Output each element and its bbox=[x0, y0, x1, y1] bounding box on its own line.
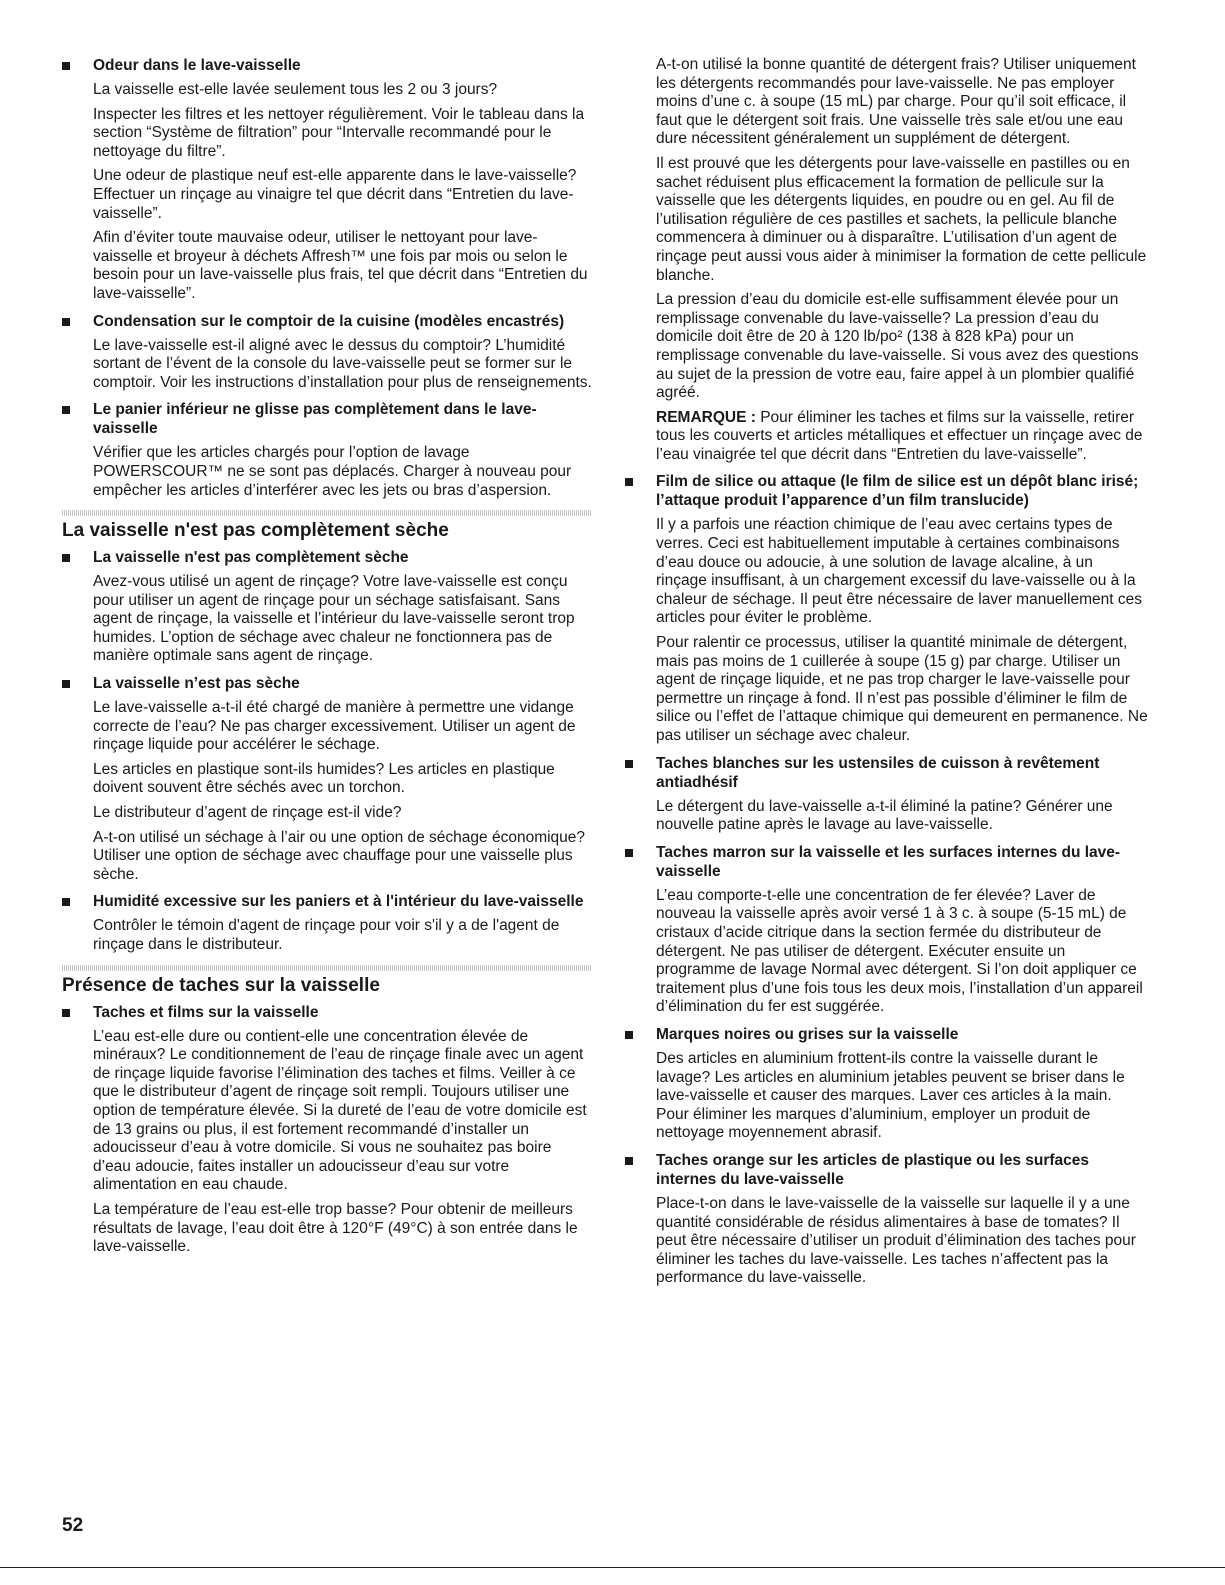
item-title: Taches marron sur la vaisselle et les surfaces internes du lave-vaisselle bbox=[656, 843, 1121, 880]
paragraph: Le lave-vaisselle est-il aligné avec le dessus du comptoir? L’humidité sortant de l’évent de la console du lave-vaisselle peut se former sur le comptoir. Voir les instructions d’installation pour plus de renseignements. bbox=[93, 336, 592, 391]
troubleshooting-item bbox=[625, 1151, 1148, 1288]
paragraph: Place-t-on dans le lave-vaisselle de la vaisselle sur laquelle il y a une quantité considérable de résidus alimentaires à base de tomates? Il peut être nécessaire d’utiliser un produit d’élimination des taches pour éliminer les taches du lave-vaisselle. Les taches n’affectent pas la performance du lave-vaisselle. bbox=[656, 1194, 1136, 1287]
troubleshooting-item bbox=[62, 892, 592, 954]
troubleshooting-item bbox=[62, 56, 592, 304]
item-title: Taches blanches sur les ustensiles de cuisson à revêtement antiadhésif bbox=[656, 754, 1100, 791]
paragraph: L’eau comporte-t-elle une concentration de fer élevée? Laver de nouveau la vaisselle après avoir versé 1 à 3 c. à soupe (5-15 mL) de cristaux d’acide citrique dans la section fermée du distributeur de détergent. Ne pas utiliser de détergent. Exécuter ensuite un programme de lavage Normal avec détergent. Si l’on doit appliquer ce traitement plus d’une fois tous les deux mois, l’installation d’un appareil d’élimination du fer est suggérée. bbox=[656, 886, 1143, 1016]
paragraph: La pression d’eau du domicile est-elle suffisamment élevée pour un remplissage convenable du lave-vaisselle? La pression d’eau du domicile doit être de 20 à 120 lb/po² (138 à 828 kPa) pour un remplissage convenable du lave-vaisselle. Si vous avez des questions au sujet de la pression de votre eau, faire appel à un plombier qualifié agréé. bbox=[656, 291, 1139, 402]
section-header bbox=[62, 510, 592, 542]
paragraph: A-t-on utilisé la bonne quantité de détergent frais? Utiliser uniquement les détergents recommandés pour lave-vaisselle. Ne pas employer moins d’une c. à soupe (15 mL) par charge. Pour qu’il soit efficace, il faut que le détergent soit frais. Une vaisselle très sale et/ou une eau dure nécessitent généralement un supplément de détergent. bbox=[656, 56, 1136, 148]
paragraph: Pour ralentir ce processus, utiliser la quantité minimale de détergent, mais pas moins de 1 cuillerée à soupe (15 g) par charge. Utiliser un agent de rinçage liquide, et ne pas trop charger le lave-vaisselle pour permettre un rinçage à fond. Il n’est pas possible d’éliminer le film de silice ou l’effet de l’attaque chimique qui demeurent en permanence. Ne pas utiliser un séchage avec chaleur. bbox=[656, 634, 1148, 744]
bullet-icon bbox=[62, 406, 70, 414]
troubleshooting-item bbox=[62, 548, 592, 666]
page-number: 52 bbox=[62, 1515, 84, 1536]
bullet-icon bbox=[62, 554, 70, 562]
paragraph: A-t-on utilisé un séchage à l’air ou une option de séchage économique? Utiliser une option de séchage avec chauffage pour une vaisselle plus sèche. bbox=[93, 828, 586, 883]
item-title: Humidité excessive sur les paniers et à l'intérieur du lave-vaisselle bbox=[93, 893, 584, 911]
right-column bbox=[625, 56, 1148, 1296]
paragraph: Les articles en plastique sont-ils humides? Les articles en plastique doivent souvent être séchés avec un torchon. bbox=[93, 760, 555, 797]
item-title: Taches orange sur les articles de plastique ou les surfaces internes du lave-vaisselle bbox=[656, 1151, 1090, 1188]
troubleshooting-item bbox=[625, 472, 1148, 745]
bullet-icon bbox=[625, 1157, 633, 1165]
bullet-icon bbox=[625, 478, 633, 486]
section-title: La vaisselle n'est pas complètement sèche bbox=[62, 520, 449, 542]
section-divider bbox=[62, 965, 592, 971]
bullet-icon bbox=[625, 849, 633, 857]
paragraph: Le distributeur d’agent de rinçage est-il vide? bbox=[93, 804, 402, 822]
paragraph: Il y a parfois une réaction chimique de l’eau avec certains types de verres. Ceci est habituellement imputable à certaines combinaisons d’eau douce ou adoucie, à une solution de lavage alcaline, à un rinçage insuffisant, à un chargement excessif du lave-vaisselle ou à la chaleur de séchage. Il peut être nécessaire de laver manuellement ces articles pour éviter le problème. bbox=[656, 516, 1142, 627]
note-label: REMARQUE : bbox=[656, 408, 756, 426]
item-title: La vaisselle n'est pas complètement sèche bbox=[93, 549, 409, 567]
paragraph: Avez-vous utilisé un agent de rinçage? Votre lave-vaisselle est conçu pour utiliser un agent de rinçage pour un séchage satisfaisant. Sans agent de rinçage, la vaisselle et l’intérieur du lave-vaisselle seront trop humides. L’option de séchage avec chaleur ne fonctionnera pas de manière optimale sans agent de rinçage. bbox=[93, 573, 575, 665]
paragraph: Il est prouvé que les détergents pour lave-vaisselle en pastilles ou en sachet réduisent plus efficacement la formation de pellicule sur la vaisselle que les détergents liquides, en poudre ou en gel. Au fil de l’utilisation régulière de ces pastilles et sachets, la pellicule blanche commencera à diminuer ou à disparaître. L’utilisation d’un agent de rinçage peut aussi vous aider à minimiser la formation de cette pellicule blanche. bbox=[656, 154, 1147, 284]
item-title: Taches et films sur la vaisselle bbox=[93, 1003, 319, 1021]
bullet-icon bbox=[62, 1009, 70, 1017]
bullet-icon bbox=[62, 318, 70, 326]
bottom-rule bbox=[0, 1567, 1225, 1568]
paragraph: Vérifier que les articles chargés pour l’option de lavage POWERSCOUR™ ne se sont pas déplacés. Charger à nouveau pour empêcher les articles d’interférer avec les jets ou bras d’aspersion. bbox=[93, 444, 572, 499]
bullet-icon bbox=[62, 62, 70, 70]
item-title: Marques noires ou grises sur la vaisselle bbox=[656, 1025, 959, 1043]
paragraph: Le détergent du lave-vaisselle a-t-il éliminé la patine? Générer une nouvelle patine après le lavage au lave-vaisselle. bbox=[656, 797, 1113, 834]
troubleshooting-item bbox=[62, 1003, 592, 1257]
paragraph: La température de l’eau est-elle trop basse? Pour obtenir de meilleurs résultats de lavage, l’eau doit être à 120°F (49°C) à son entrée dans le lave-vaisselle. bbox=[93, 1200, 578, 1256]
item-title: Le panier inférieur ne glisse pas complètement dans le lave-vaisselle bbox=[93, 401, 537, 438]
bullet-icon bbox=[62, 680, 70, 688]
note-paragraph: REMARQUE : Pour éliminer les taches et films sur la vaisselle, retirer tous les couverts et articles métalliques et effectuer un rinçage avec de l’eau vinaigrée tel que décrit dans “Entretien du lave-vaisselle”. bbox=[656, 408, 1143, 463]
left-column bbox=[62, 56, 592, 1265]
continued-item bbox=[625, 56, 1148, 464]
troubleshooting-item bbox=[625, 754, 1148, 835]
paragraph: Le lave-vaisselle a-t-il été chargé de manière à permettre une vidange correcte de l’eau? Ne pas charger excessivement. Utiliser un agent de rinçage liquide pour accélérer le séchage. bbox=[93, 699, 576, 754]
bullet-icon bbox=[625, 760, 633, 768]
troubleshooting-item bbox=[62, 400, 592, 500]
paragraph: Inspecter les filtres et les nettoyer régulièrement. Voir le tableau dans la section “Système de filtration” pour “Intervalle recommandé pour le nettoyage du filtre”. bbox=[93, 105, 585, 160]
section-header bbox=[62, 965, 592, 997]
item-title: Condensation sur le comptoir de la cuisine (modèles encastrés) bbox=[93, 312, 565, 330]
paragraph: L’eau est-elle dure ou contient-elle une concentration élevée de minéraux? Le conditionnement de l’eau de rinçage finale avec un agent de rinçage liquide favorise l’élimination des taches et films. Veiller à ce que le distributeur d’agent de rinçage soit rempli. Toujours utiliser une option de température élevée. Si la dureté de l’eau de votre domicile est de 13 grains ou plus, il est fortement recommandé d’installer un adoucisseur d’eau à votre domicile. Si vous ne souhaitez pas boire d’eau adoucie, faites installer un adoucisseur d’eau sur votre alimentation en eau chaude. bbox=[93, 1027, 587, 1194]
troubleshooting-item bbox=[62, 312, 592, 393]
bullet-icon bbox=[62, 898, 70, 906]
section-divider bbox=[62, 510, 592, 516]
item-title: Odeur dans le lave-vaisselle bbox=[93, 57, 301, 74]
paragraph: La vaisselle est-elle lavée seulement tous les 2 ou 3 jours? bbox=[93, 81, 498, 98]
bullet-icon bbox=[625, 1031, 633, 1039]
paragraph: Une odeur de plastique neuf est-elle apparente dans le lave-vaisselle? Effectuer un rinçage au vinaigre tel que décrit dans “Entretien du lave-vaisselle”. bbox=[93, 167, 577, 222]
troubleshooting-item bbox=[625, 1025, 1148, 1143]
paragraph: Des articles en aluminium frottent-ils contre la vaisselle durant le lavage? Les articles en aluminium jetables peuvent se briser dans le lave-vaisselle et causer des marques. Laver ces articles à la main. Pour éliminer les marques d’aluminium, employer un produit de nettoyage moyennement abrasif. bbox=[656, 1049, 1125, 1142]
section-title: Présence de taches sur la vaisselle bbox=[62, 974, 380, 996]
paragraph: Contrôler le témoin d'agent de rinçage pour voir s'il y a de l'agent de rinçage dans le distributeur. bbox=[93, 917, 560, 953]
paragraph: Afin d’éviter toute mauvaise odeur, utiliser le nettoyant pour lave-vaisselle et broyeur à déchets Affresh™ une fois par mois ou selon le besoin pour un lave-vaisselle plus frais, tel que décrit dans “Entretien du lave-vaisselle”. bbox=[93, 229, 588, 302]
item-title: La vaisselle n’est pas sèche bbox=[93, 675, 300, 693]
troubleshooting-item bbox=[625, 843, 1148, 1017]
item-title: Film de silice ou attaque (le film de silice est un dépôt blanc irisé; l’attaque produit l’apparence d’un film translucide) bbox=[656, 473, 1139, 510]
troubleshooting-item bbox=[62, 674, 592, 884]
